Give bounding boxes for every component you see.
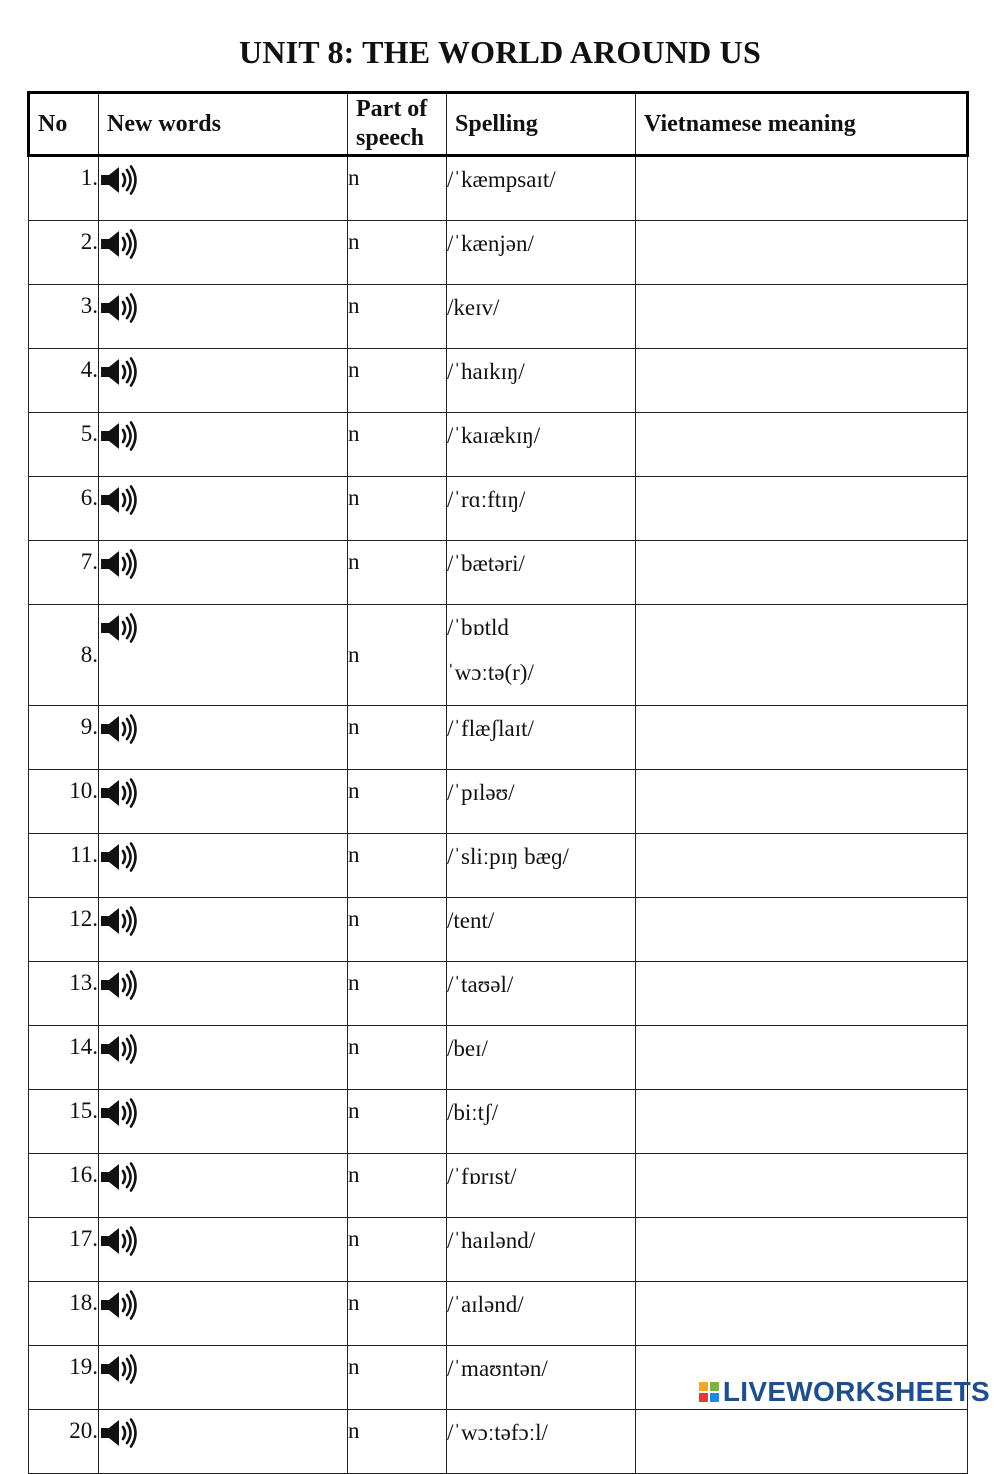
new-word-cell: [99, 1410, 348, 1474]
spelling-text: /ˈhaɪkɪŋ/: [447, 359, 525, 384]
spelling-cell: [447, 834, 636, 898]
table-row: [29, 962, 968, 1026]
speaker-icon[interactable]: [99, 1162, 139, 1192]
new-word-cell: [99, 1218, 348, 1282]
vietnamese-meaning-input[interactable]: [636, 605, 968, 706]
new-word-cell: [99, 605, 348, 706]
vietnamese-meaning-input[interactable]: [636, 1410, 968, 1474]
row-number: 9.: [29, 706, 99, 770]
spelling-cell: [447, 1090, 636, 1154]
spelling-text: /ˈhaɪlənd/: [447, 1228, 536, 1253]
spelling-text: /ˈbætəri/: [447, 551, 525, 576]
header-part-of-speech: [348, 93, 447, 156]
part-of-speech-cell: n: [348, 1154, 447, 1218]
table-row: [29, 770, 968, 834]
spelling-text: /tent/: [447, 908, 495, 933]
table-row: [29, 1154, 968, 1218]
speaker-icon[interactable]: [99, 229, 139, 259]
logo-square: [710, 1393, 719, 1402]
speaker-icon[interactable]: [99, 485, 139, 515]
speaker-icon[interactable]: [99, 714, 139, 744]
speaker-icon[interactable]: [99, 970, 139, 1000]
vietnamese-meaning-input[interactable]: [636, 285, 968, 349]
table-row: [29, 156, 968, 221]
vietnamese-meaning-input[interactable]: [636, 962, 968, 1026]
part-of-speech-cell: n: [348, 834, 447, 898]
vietnamese-meaning-input[interactable]: [636, 1026, 968, 1090]
part-of-speech-cell: n: [348, 477, 447, 541]
table-row: [29, 1026, 968, 1090]
row-number: 19.: [29, 1346, 99, 1410]
logo-square: [710, 1382, 719, 1391]
vietnamese-meaning-input[interactable]: [636, 898, 968, 962]
speaker-icon[interactable]: [99, 1226, 139, 1256]
spelling-text: /ˈkaɪækɪŋ/: [447, 423, 541, 448]
spelling-text: /ˈtaʊəl/: [447, 972, 514, 997]
table-row: [29, 834, 968, 898]
speaker-icon[interactable]: [99, 1034, 139, 1064]
vietnamese-meaning-input[interactable]: [636, 1218, 968, 1282]
spelling-cell: [447, 1410, 636, 1474]
row-number: 20.: [29, 1410, 99, 1474]
part-of-speech-cell: n: [348, 413, 447, 477]
row-number: 17.: [29, 1218, 99, 1282]
new-word-cell: [99, 1282, 348, 1346]
row-number: 2.: [29, 221, 99, 285]
table-row: [29, 1090, 968, 1154]
spelling-cell: [447, 349, 636, 413]
spelling-cell: [447, 898, 636, 962]
vietnamese-meaning-input[interactable]: [636, 541, 968, 605]
spelling-cell: [447, 770, 636, 834]
new-word-cell: [99, 221, 348, 285]
spelling-cell: [447, 477, 636, 541]
row-number: 10.: [29, 770, 99, 834]
table-body: [29, 156, 968, 1474]
header-new-words: New words: [99, 93, 348, 156]
row-number: 4.: [29, 349, 99, 413]
new-word-cell: [99, 156, 348, 221]
table-row: [29, 1410, 968, 1474]
logo-square: [699, 1382, 708, 1391]
part-of-speech-cell: n: [348, 605, 447, 706]
spelling-cell: [447, 221, 636, 285]
row-number: 15.: [29, 1090, 99, 1154]
row-number: 7.: [29, 541, 99, 605]
spelling-cell: [447, 541, 636, 605]
speaker-icon[interactable]: [99, 1418, 139, 1448]
row-number: 8.: [29, 605, 99, 706]
new-word-cell: [99, 1154, 348, 1218]
new-word-cell: [99, 413, 348, 477]
spelling-cell: [447, 1282, 636, 1346]
row-number: 16.: [29, 1154, 99, 1218]
speaker-icon[interactable]: [99, 293, 139, 323]
table-header-row: [29, 93, 968, 156]
table-row: [29, 221, 968, 285]
new-word-cell: [99, 898, 348, 962]
spelling-cell: [447, 413, 636, 477]
spelling-text: /beɪ/: [447, 1036, 488, 1061]
row-number: 12.: [29, 898, 99, 962]
vietnamese-meaning-input[interactable]: [636, 834, 968, 898]
table-row: [29, 605, 968, 706]
spelling-cell: [447, 1218, 636, 1282]
speaker-icon[interactable]: [99, 1098, 139, 1128]
spelling-text: /biːtʃ/: [447, 1100, 499, 1125]
part-of-speech-cell: n: [348, 898, 447, 962]
part-of-speech-cell: n: [348, 156, 447, 221]
row-number: 13.: [29, 962, 99, 1026]
spelling-cell: [447, 156, 636, 221]
part-of-speech-cell: n: [348, 1218, 447, 1282]
header-spelling: Spelling: [447, 93, 636, 156]
part-of-speech-cell: n: [348, 1090, 447, 1154]
part-of-speech-cell: n: [348, 541, 447, 605]
spelling-text: /ˈfɒrɪst/: [447, 1164, 517, 1189]
table-row: [29, 349, 968, 413]
row-number: 14.: [29, 1026, 99, 1090]
new-word-cell: [99, 770, 348, 834]
spelling-cell: [447, 285, 636, 349]
vietnamese-meaning-input[interactable]: [636, 156, 968, 221]
new-word-cell: [99, 1346, 348, 1410]
spelling-cell: [447, 1346, 636, 1410]
vietnamese-meaning-input[interactable]: [636, 349, 968, 413]
vietnamese-meaning-input[interactable]: [636, 1154, 968, 1218]
new-word-cell: [99, 1090, 348, 1154]
spelling-text: /keɪv/: [447, 295, 500, 320]
row-number: 1.: [29, 156, 99, 221]
vietnamese-meaning-input[interactable]: [636, 221, 968, 285]
vietnamese-meaning-input[interactable]: [636, 1090, 968, 1154]
part-of-speech-cell: n: [348, 962, 447, 1026]
table-row: [29, 413, 968, 477]
header-no: No: [29, 93, 99, 156]
speaker-icon[interactable]: [99, 1290, 139, 1320]
page-title: UNIT 8: THE WORLD AROUND US: [239, 34, 761, 70]
speaker-icon[interactable]: [99, 842, 139, 872]
table-row: [29, 898, 968, 962]
part-of-speech-cell: n: [348, 706, 447, 770]
part-of-speech-cell: n: [348, 1346, 447, 1410]
spelling-cell: [447, 706, 636, 770]
part-of-speech-cell: n: [348, 1410, 447, 1474]
logo-badge-icon: [699, 1382, 719, 1402]
logo-square: [699, 1393, 708, 1402]
spelling-cell: [447, 1154, 636, 1218]
speaker-icon[interactable]: [99, 165, 139, 195]
table-row: [29, 706, 968, 770]
row-number: 3.: [29, 285, 99, 349]
spelling-text: /ˈpɪləʊ/: [447, 780, 515, 805]
part-of-speech-cell: n: [348, 221, 447, 285]
speaker-icon[interactable]: [99, 906, 139, 936]
new-word-cell: [99, 962, 348, 1026]
spelling-text: /ˈwɔːtəfɔːl/: [447, 1420, 548, 1445]
speaker-icon[interactable]: [99, 778, 139, 808]
speaker-icon[interactable]: [99, 549, 139, 579]
row-number: 11.: [29, 834, 99, 898]
part-of-speech-cell: n: [348, 770, 447, 834]
new-word-cell: [99, 477, 348, 541]
logo-text: LIVEWORKSHEETS: [722, 1376, 990, 1407]
row-number: 18.: [29, 1282, 99, 1346]
part-of-speech-cell: n: [348, 285, 447, 349]
header-pos-line1: Part of: [356, 96, 428, 122]
spelling-text: /ˈkænjən/: [447, 231, 534, 256]
spelling-text: /ˈmaʊntən/: [447, 1356, 548, 1381]
header-vietnamese-meaning: Vietnamese meaning: [636, 93, 968, 156]
speaker-icon[interactable]: [99, 421, 139, 451]
spelling-text: /ˈrɑːftɪŋ/: [447, 487, 526, 512]
spelling-text: /ˈaɪlənd/: [447, 1292, 524, 1317]
liveworksheets-logo: [699, 1376, 990, 1408]
row-number: 6.: [29, 477, 99, 541]
spelling-text: /ˈflæʃlaɪt/: [447, 716, 534, 741]
spelling-text: /ˈkæmpsaɪt/: [447, 167, 556, 192]
vocabulary-table: [27, 91, 969, 1474]
table-row: [29, 541, 968, 605]
table-row: [29, 477, 968, 541]
table-row: [29, 285, 968, 349]
spelling-text: /ˈsliːpɪŋ bæɡ/: [447, 844, 569, 869]
table-row: [29, 1282, 968, 1346]
new-word-cell: [99, 1026, 348, 1090]
spelling-text-line2: ˈwɔːtə(r)/: [447, 660, 534, 685]
new-word-cell: [99, 706, 348, 770]
vietnamese-meaning-input[interactable]: [636, 770, 968, 834]
new-word-cell: [99, 541, 348, 605]
part-of-speech-cell: n: [348, 1282, 447, 1346]
vietnamese-meaning-input[interactable]: [636, 1282, 968, 1346]
spelling-cell: [447, 962, 636, 1026]
row-number: 5.: [29, 413, 99, 477]
spelling-cell: [447, 605, 636, 706]
part-of-speech-cell: n: [348, 349, 447, 413]
spelling-cell: [447, 1026, 636, 1090]
speaker-icon[interactable]: [99, 613, 139, 643]
table-row: [29, 1218, 968, 1282]
part-of-speech-cell: n: [348, 1026, 447, 1090]
spelling-text: /ˈbɒtld: [447, 615, 509, 640]
speaker-icon[interactable]: [99, 1354, 139, 1384]
new-word-cell: [99, 285, 348, 349]
new-word-cell: [99, 349, 348, 413]
vietnamese-meaning-input[interactable]: [636, 413, 968, 477]
new-word-cell: [99, 834, 348, 898]
vietnamese-meaning-input[interactable]: [636, 706, 968, 770]
header-pos-line2: speech: [356, 125, 424, 151]
vietnamese-meaning-input[interactable]: [636, 477, 968, 541]
speaker-icon[interactable]: [99, 357, 139, 387]
